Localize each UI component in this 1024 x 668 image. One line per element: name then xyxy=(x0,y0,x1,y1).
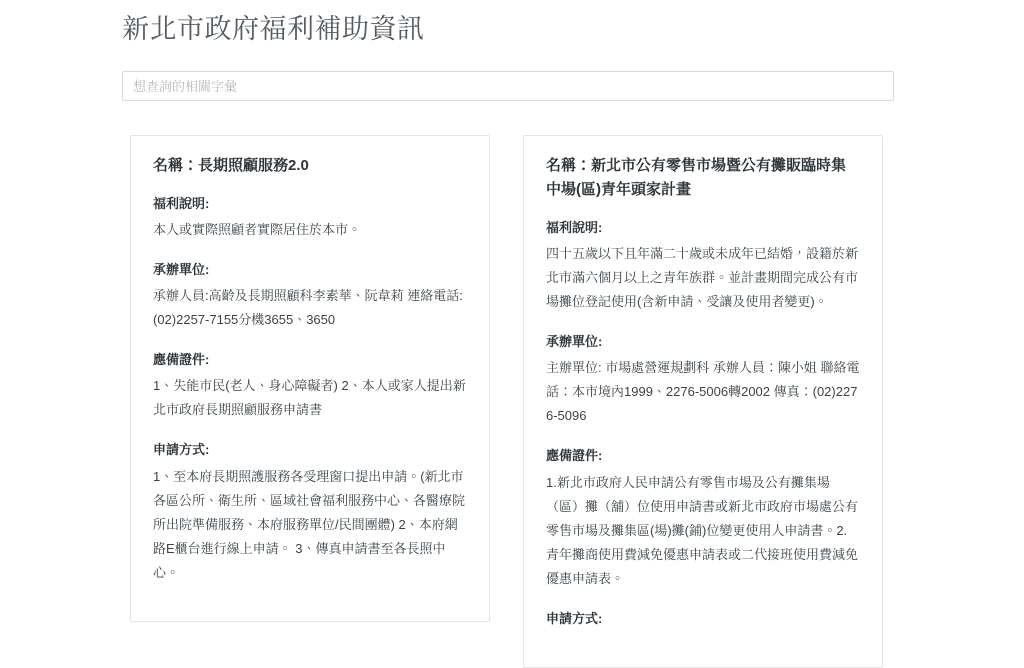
field-body: 1.新北市政府人民申請公有零售市場及公有攤集場（區）攤（舖）位使用申請書或新北市政府市場處公有零售市場及攤集區(場)攤(鋪)位變更使用人申請書。2.青年攤商使用費減免優惠申請表或二代接班使用費減免優惠申請表。 xyxy=(546,474,859,586)
field-body: 主辦單位: 市場處營運規劃科 承辦人員：陳小姐 聯絡電話：本市境內1999、2276-5006轉2002 傳真：(02)2276-5096 xyxy=(546,360,860,424)
field-body: 四十五歲以下且年滿二十歲或未成年已結婚，設籍於新北市滿六個月以上之青年族群。並計畫期間完成公有市場攤位登記使用(含新申請、受讓及使用者變更)。 xyxy=(546,246,859,310)
field-label: 應備證件: xyxy=(546,448,603,464)
field-label: 應備證件: xyxy=(153,352,210,368)
card-field xyxy=(153,438,467,584)
card-title: 名稱：長期照顧服務2.0 xyxy=(153,157,309,175)
card-field xyxy=(153,348,467,422)
field-label: 承辦單位: xyxy=(546,334,603,350)
field-label: 承辦單位: xyxy=(153,262,210,278)
field-label: 申請方式: xyxy=(153,442,210,458)
field-body: 本人或實際照顧者實際居住於本市。 xyxy=(153,222,362,238)
field-label: 福利說明: xyxy=(546,220,603,236)
card-field xyxy=(153,192,467,242)
field-body: 承辦人員:高齡及長期照顧科李素華、阮韋莉 連絡電話:(02)2257-7155分機3655、3650 xyxy=(153,288,463,328)
card-field xyxy=(546,216,860,314)
field-body: 1、失能市民(老人、身心障礙者) 2、本人或家人提出新北市政府長期照顧服務申請書 xyxy=(153,378,466,418)
results-list xyxy=(130,101,1024,668)
page-title: 新北市政府福利補助資訊 xyxy=(122,14,425,44)
result-card[interactable] xyxy=(523,135,883,668)
card-field xyxy=(546,330,860,428)
search-input[interactable] xyxy=(122,71,894,101)
search-row xyxy=(0,59,1024,101)
field-label: 申請方式: xyxy=(546,610,603,626)
page-header xyxy=(0,0,1024,59)
card-title: 名稱：新北市公有零售市場暨公有攤販臨時集中場(區)青年頭家計畫 xyxy=(546,157,847,199)
card-field xyxy=(546,607,860,631)
field-label: 福利說明: xyxy=(153,196,210,212)
field-body: 1、至本府長期照護服務各受理窗口提出申請。(新北市各區公所、衛生所、區域社會福利服務中心、各醫療院所出院準備服務、本府服務單位/民間團體) 2、本府網路E櫃台進行線上申請。 3、傳真申請書至各長照中心。 xyxy=(153,468,466,580)
result-card[interactable] xyxy=(130,135,490,622)
card-field xyxy=(153,258,467,332)
card-field xyxy=(546,444,860,590)
